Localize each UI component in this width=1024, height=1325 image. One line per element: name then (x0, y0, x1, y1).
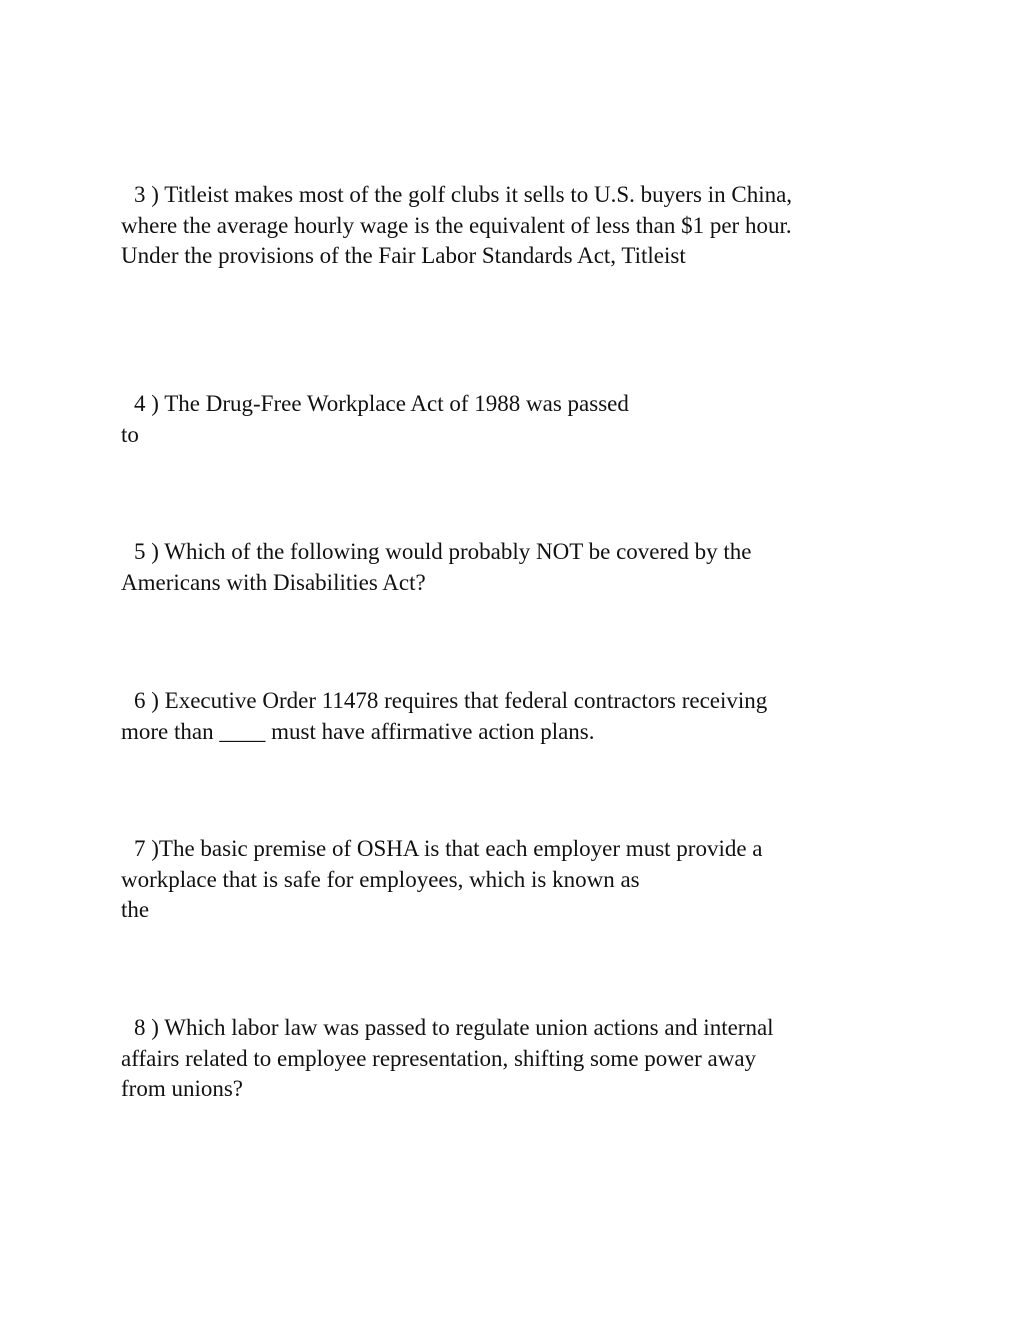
question-7 (121, 834, 921, 926)
question-5 (121, 537, 921, 598)
question-8-line-2: affairs related to employee representation, shifting some power away (121, 1045, 757, 1071)
question-3-line-3: Under the provisions of the Fair Labor Standards Act, Titleist (121, 243, 686, 268)
question-7-line-2: workplace that is safe for employees, which is known as (121, 866, 640, 892)
question-8-line-1: 8 ) Which labor law was passed to regulate union actions and internal (134, 1015, 774, 1040)
question-8 (121, 1013, 921, 1105)
question-4-line-2: to (121, 421, 139, 447)
question-4-line-1: 4 ) The Drug-Free Workplace Act of 1988 was passed (134, 391, 629, 416)
question-6-line-2: more than ____ must have affirmative action plans. (121, 718, 595, 744)
question-8-line-3: from unions? (121, 1076, 244, 1101)
question-3 (121, 180, 921, 272)
question-6-line-1: 6 ) Executive Order 11478 requires that federal contractors receiving (134, 688, 768, 713)
question-4 (121, 389, 921, 450)
question-7-line-3: the (121, 897, 150, 922)
question-3-line-1: 3 ) Titleist makes most of the golf clubs it sells to U.S. buyers in China, (134, 182, 793, 207)
question-3-line-2: where the average hourly wage is the equivalent of less than $1 per hour. (121, 212, 792, 238)
question-5-line-1: 5 ) Which of the following would probably NOT be covered by the (134, 539, 752, 564)
question-6 (121, 686, 921, 747)
question-7-line-1: 7 )The basic premise of OSHA is that each employer must provide a (134, 836, 763, 861)
question-5-line-2: Americans with Disabilities Act? (121, 569, 426, 595)
